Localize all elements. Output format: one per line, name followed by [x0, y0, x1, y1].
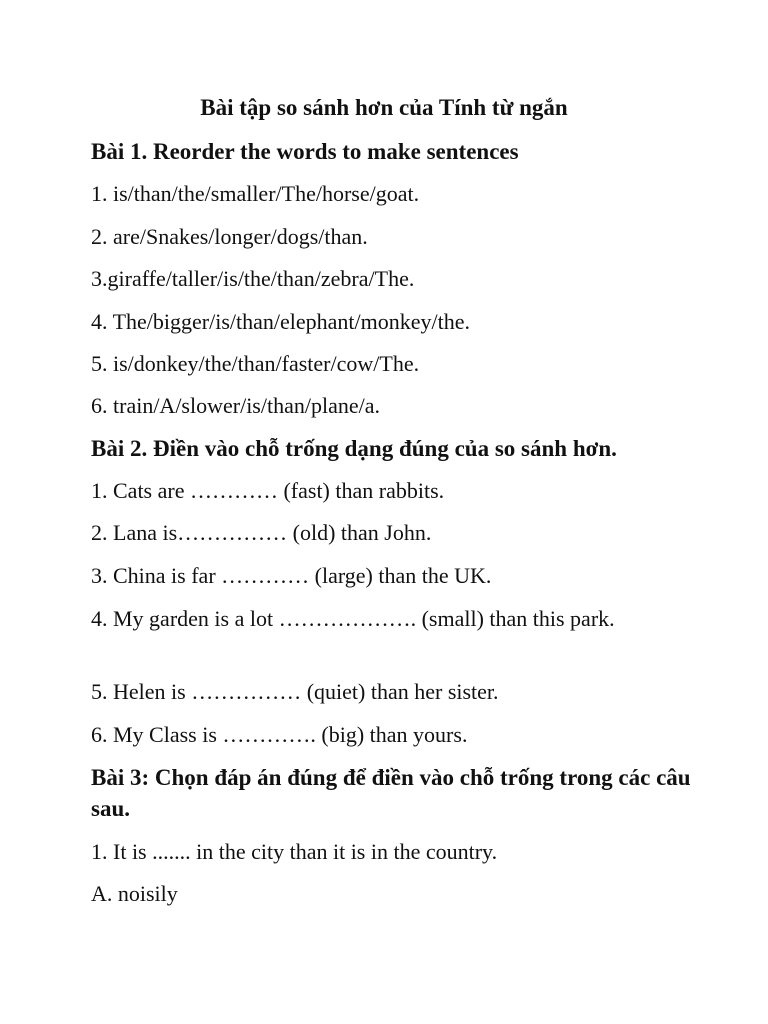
document-title: Bài tập so sánh hơn của Tính từ ngắn	[200, 95, 568, 120]
section-1-item-2: 2. are/Snakes/longer/dogs/than.	[91, 224, 368, 249]
section-1-item-5: 5. is/donkey/the/than/faster/cow/The.	[91, 351, 420, 376]
section-1-item-1: 1. is/than/the/smaller/The/horse/goat.	[91, 181, 420, 206]
section-2-item-5: 5. Helen is …………… (quiet) than her sister.	[91, 679, 499, 704]
section-1-item-4: 4. The/bigger/is/than/elephant/monkey/the.	[91, 309, 471, 334]
section-1-item-6: 6. train/A/slower/is/than/plane/a.	[91, 393, 380, 418]
section-2-heading: Bài 2. Điền vào chỗ trống dạng đúng của so sánh hơn.	[91, 436, 617, 461]
section-2-item-4: 4. My garden is a lot ………………. (small) than this park.	[91, 606, 615, 631]
section-1-heading: Bài 1. Reorder the words to make sentences	[91, 139, 519, 164]
section-2-item-3: 3. China is far ………… (large) than the UK.	[91, 563, 492, 588]
section-2-item-1: 1. Cats are ………… (fast) than rabbits.	[91, 478, 445, 503]
section-3-heading: Bài 3: Chọn đáp án đúng để điền vào chỗ trống trong các câu sau.	[91, 765, 691, 821]
section-3-question-1: 1. It is ....... in the city than it is in the country.	[91, 839, 498, 864]
section-2-item-6: 6. My Class is …………. (big) than yours.	[91, 722, 468, 747]
section-3-option-a: A. noisily	[91, 881, 178, 906]
section-1-item-3: 3.giraffe/taller/is/the/than/zebra/The.	[91, 266, 415, 291]
section-2-item-2: 2. Lana is…………… (old) than John.	[91, 520, 432, 545]
